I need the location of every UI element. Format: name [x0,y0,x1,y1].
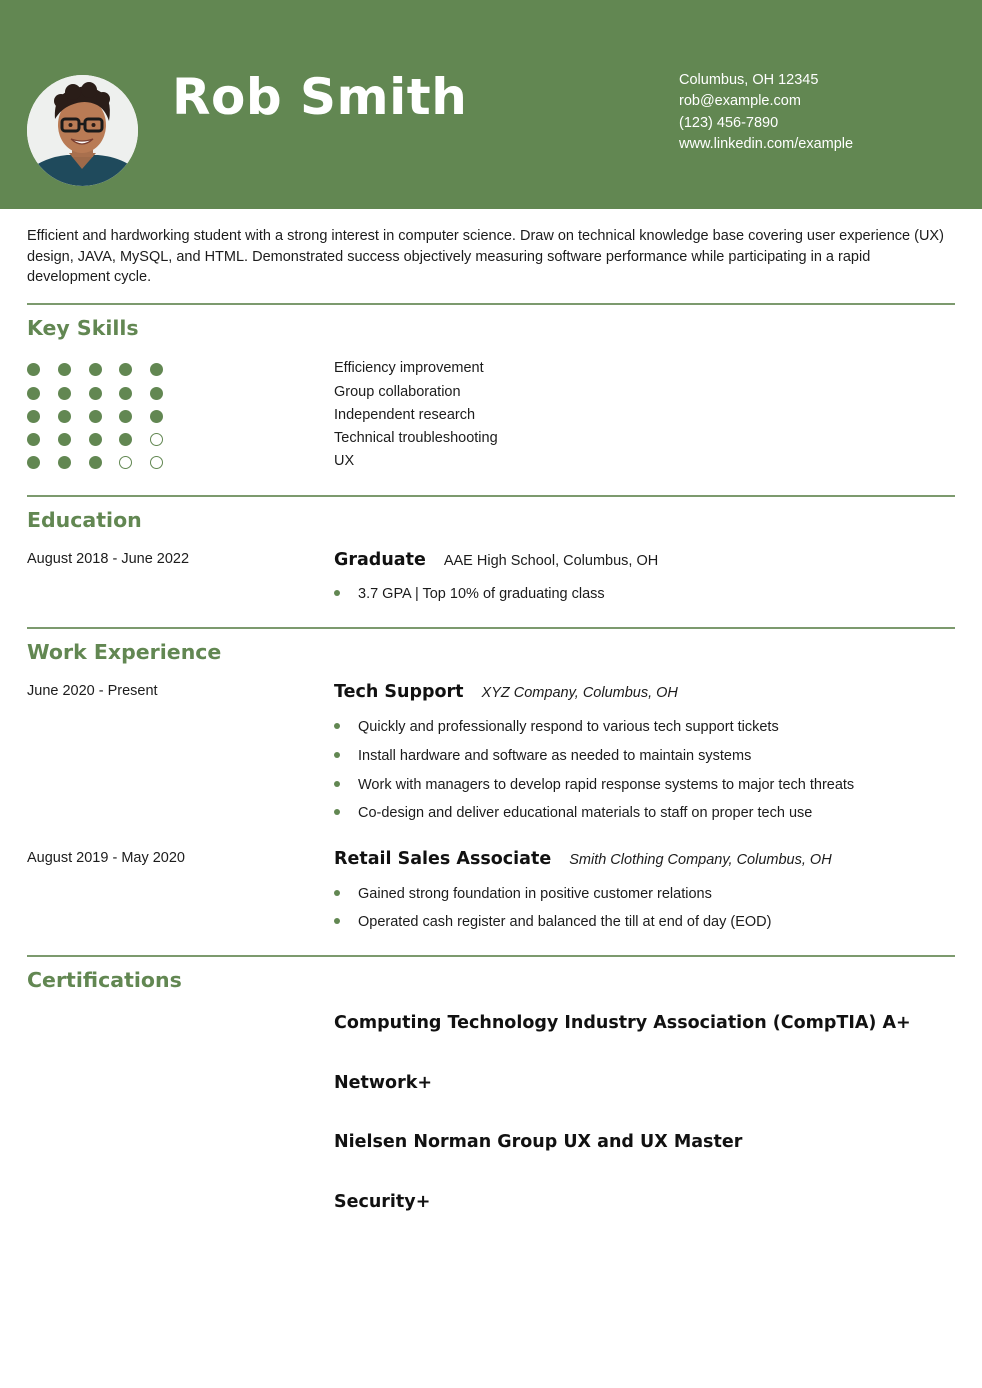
bullet-icon [334,752,340,758]
education-section-title: Education [27,508,142,532]
job-title: Retail Sales Associate [334,849,552,869]
section-divider [27,495,955,497]
rating-dot-filled-icon [119,387,132,400]
certifications-section-title: Certifications [27,968,182,992]
skill-rating-row [27,456,181,469]
rating-dot-filled-icon [119,410,132,423]
contact-phone[interactable]: (123) 456-7890 [679,114,779,131]
list-item: Quickly and professionally respond to various tech support tickets [334,718,779,736]
section-divider [27,955,955,957]
job-dates: August 2019 - May 2020 [27,850,185,866]
bullet-icon [334,723,340,729]
certification-item: Computing Technology Industry Association (CompTIA) A+ [334,1013,911,1033]
candidate-name: Rob Smith [172,68,468,126]
rating-dot-empty-icon [150,433,163,446]
rating-dot-filled-icon [27,456,40,469]
job-dates: June 2020 - Present [27,683,158,699]
rating-dot-empty-icon [119,456,132,469]
education-school: AAE High School, Columbus, OH [443,553,659,569]
list-item: Install hardware and software as needed to maintain systems [334,747,751,765]
rating-dot-filled-icon [27,387,40,400]
bullet-icon [334,918,340,924]
job-company: XYZ Company, Columbus, OH [481,685,678,701]
rating-dot-filled-icon [150,410,163,423]
skill-name: Group collaboration [334,384,461,400]
rating-dot-filled-icon [150,387,163,400]
list-item: Work with managers to develop rapid response systems to major tech threats [334,776,854,794]
rating-dot-filled-icon [119,433,132,446]
skill-name: Efficiency improvement [334,360,484,376]
work-section-title: Work Experience [27,640,222,664]
rating-dot-filled-icon [89,456,102,469]
contact-email[interactable]: rob@example.com [679,93,801,110]
skill-rating-row [27,410,181,423]
rating-dot-filled-icon [58,456,71,469]
section-divider [27,303,955,305]
contact-location: Columbus, OH 12345 [679,72,819,88]
list-item: Gained strong foundation in positive customer relations [334,885,712,903]
rating-dot-filled-icon [58,363,71,376]
rating-dot-filled-icon [89,387,102,400]
certification-item: Nielsen Norman Group UX and UX Master [334,1132,743,1152]
skill-name: Technical troubleshooting [334,430,498,446]
skill-rating-row [27,387,181,400]
list-item: Operated cash register and balanced the till at end of day (EOD) [334,913,771,931]
job-heading [334,682,678,702]
bullet-icon [334,590,340,596]
education-degree: Graduate [334,550,426,570]
profile-photo [27,75,138,186]
job-company: Smith Clothing Company, Columbus, OH [569,852,832,868]
header-banner [0,0,982,209]
rating-dot-filled-icon [27,433,40,446]
education-heading [334,550,658,570]
skill-rating-row [27,363,181,376]
skill-name: UX [334,453,355,469]
job-title: Tech Support [334,682,464,702]
rating-dot-filled-icon [27,410,40,423]
rating-dot-filled-icon [150,363,163,376]
rating-dot-empty-icon [150,456,163,469]
rating-dot-filled-icon [27,363,40,376]
contact-info [679,70,853,155]
bullet-icon [334,890,340,896]
contact-linkedin[interactable]: www.linkedin.com/example [679,135,854,152]
rating-dot-filled-icon [89,433,102,446]
skill-name: Independent research [334,407,476,423]
rating-dot-filled-icon [58,410,71,423]
list-item: Co-design and deliver educational materials to staff on proper tech use [334,804,812,822]
professional-summary: Efficient and hardworking student with a strong interest in computer science. Draw on technical knowledge base covering user experience (UX) design, JAVA, MySQL, and HTML. Demonstrated success objectively measuring software performance while participating in a rapid development cycle. [27,228,944,286]
rating-dot-filled-icon [119,363,132,376]
rating-dot-filled-icon [58,387,71,400]
bullet-icon [334,809,340,815]
certification-item: Security+ [334,1192,431,1212]
list-item: 3.7 GPA | Top 10% of graduating class [334,585,605,603]
bullet-icon [334,781,340,787]
skill-rating-row [27,433,181,446]
rating-dot-filled-icon [89,363,102,376]
portrait-illustration [27,75,138,186]
skills-section-title: Key Skills [27,316,139,340]
rating-dot-filled-icon [58,433,71,446]
rating-dot-filled-icon [89,410,102,423]
section-divider [27,627,955,629]
job-heading [334,849,832,869]
education-dates: August 2018 - June 2022 [27,551,190,567]
certification-item: Network+ [334,1073,433,1093]
